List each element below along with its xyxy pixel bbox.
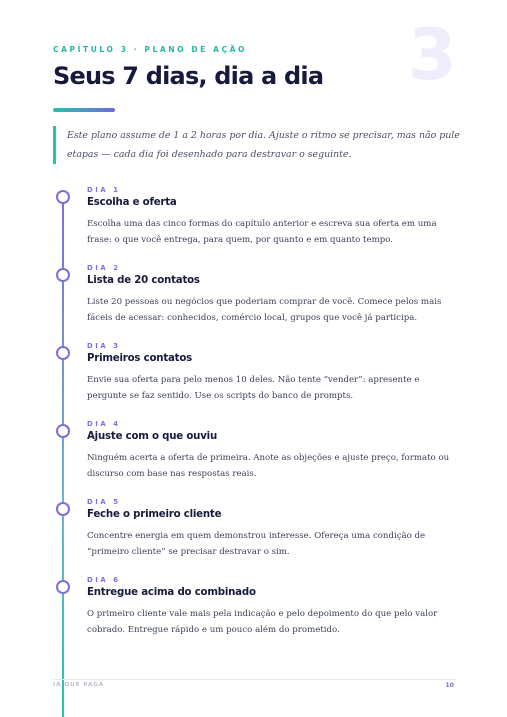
step-title: Feche o primeiro cliente — [87, 509, 222, 520]
step-description: Concentre energia em quem demonstrou interesse. Ofereça uma condição de “primeiro cliente” se precisar destravar o sim. — [87, 531, 426, 557]
title-accent-bar — [53, 108, 115, 112]
step-title: Ajuste com o que ouviu — [87, 431, 218, 442]
timeline-dot — [56, 190, 70, 204]
step-day-label: DIA 5 — [87, 498, 121, 506]
chapter-kicker: CAPÍTULO 3 · PLANO DE AÇÃO — [53, 45, 247, 54]
step-title: Lista de 20 contatos — [87, 275, 200, 286]
footer-rule — [53, 679, 456, 680]
step-description: Escolha uma das cinco formas do capítulo anterior e escreva sua oferta em uma frase: o que você entrega, para quem, por quanto e em quanto tempo. — [87, 219, 437, 245]
timeline-dot — [56, 346, 70, 360]
step-description: O primeiro cliente vale mais pela indicação e pelo depoimento do que pelo valor cobrado. Entregue rápido e um pouco além do prometido. — [87, 609, 438, 635]
chapter-number-watermark: 3 — [408, 14, 457, 96]
timeline-dot — [56, 502, 70, 516]
footer-book-title: IA QUE PAGA — [53, 682, 105, 688]
step-description: Envie sua oferta para pelo menos 10 deles. Não tente “vender”: apresente e pergunte se faz sentido. Use os scripts do banco de prompts. — [87, 375, 420, 401]
timeline-dot — [56, 268, 70, 282]
timeline-dot — [56, 424, 70, 438]
intro-callout: Este plano assume de 1 a 2 horas por dia. Ajuste o ritmo se precisar, mas não pule etapas — cada dia foi desenhado para destravar o seguinte. — [53, 126, 477, 164]
step-title: Entregue acima do combinado — [87, 587, 256, 598]
footer-page-number: 10 — [445, 682, 454, 689]
step-day-label: DIA 3 — [87, 342, 121, 350]
step-day-label: DIA 2 — [87, 264, 121, 272]
step-day-label: DIA 1 — [87, 186, 121, 194]
step-day-label: DIA 4 — [87, 420, 121, 428]
step-description: Ninguém acerta a oferta de primeira. Anote as objeções e ajuste preço, formato ou discurso com base nas respostas reais. — [87, 453, 450, 479]
step-title: Primeiros contatos — [87, 353, 193, 364]
step-description: Liste 20 pessoas ou negócios que poderiam comprar de você. Comece pelos mais fáceis de acessar: conhecidos, comércio local, grupos que você já participa. — [87, 297, 442, 323]
step-title: Escolha e oferta — [87, 197, 177, 208]
step-day-label: DIA 6 — [87, 576, 121, 584]
page-title: Seus 7 dias, dia a dia — [53, 62, 324, 90]
timeline-dot — [56, 580, 70, 594]
